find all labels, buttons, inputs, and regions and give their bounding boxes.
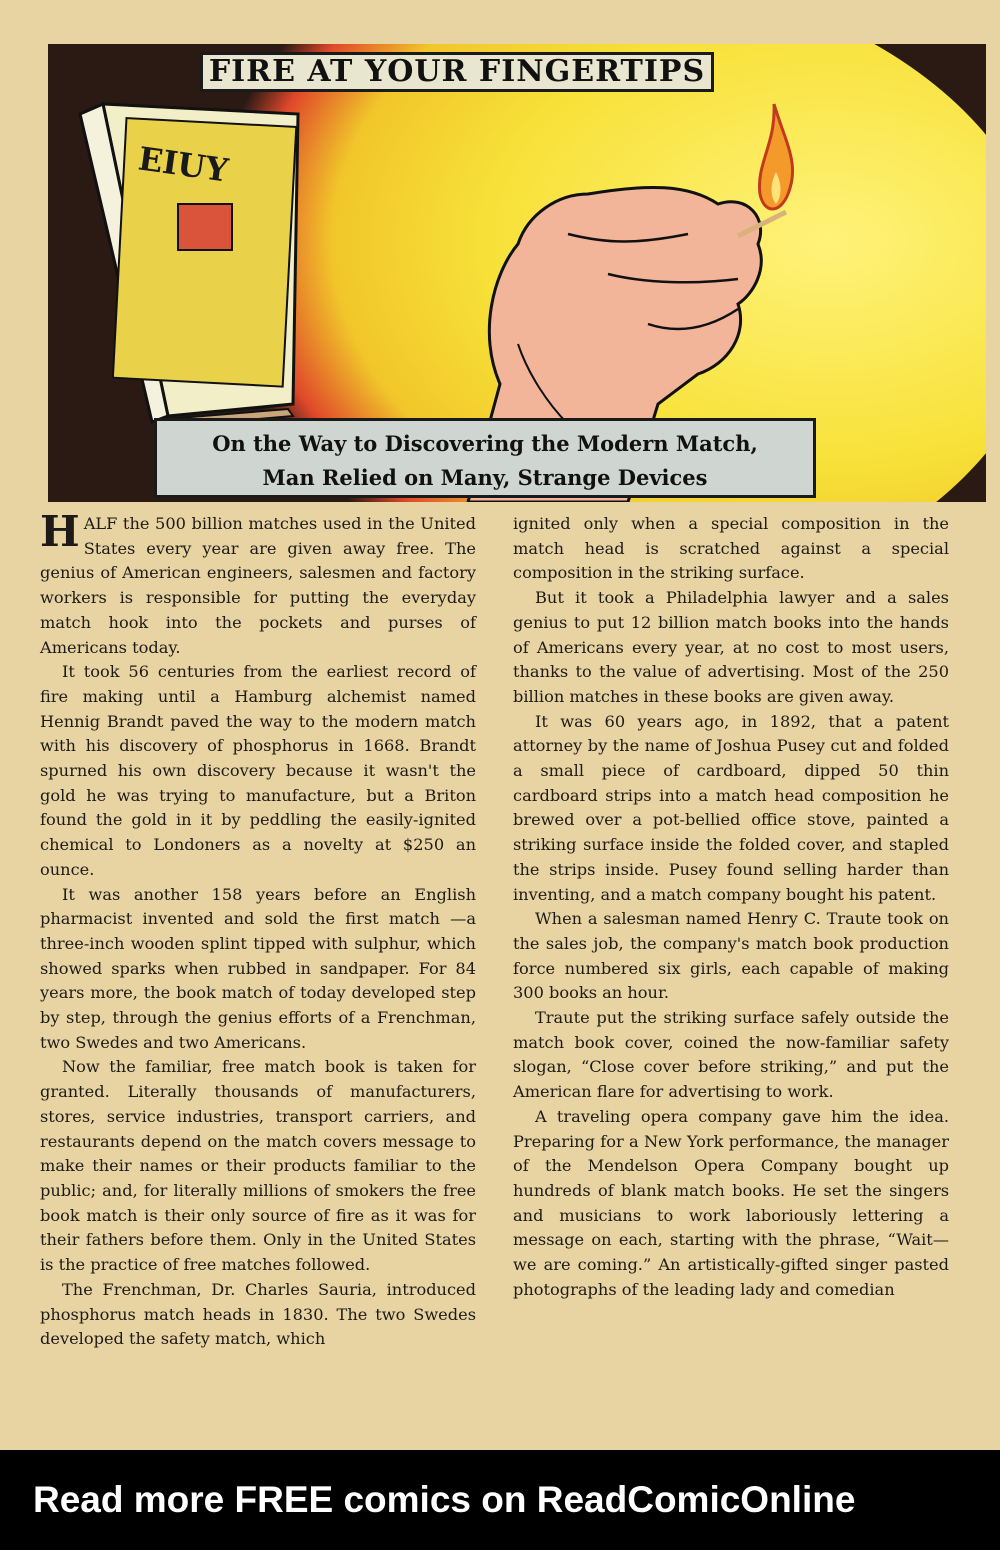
- article-paragraph: Now the familiar, free match book is taken for granted. Literally thousands of manufacturers, stores, service industries, transport carriers, and restaurants depend on the match covers message to make their names or their products familiar to the public; and, for literally millions of smokers the free book match is their only source of fire as it was for their fathers before them. Only in the United States is the practice of free matches followed.: [40, 1057, 476, 1275]
- panel-caption: [154, 418, 816, 498]
- article-paragraph: [40, 507, 476, 660]
- drop-cap: H: [40, 507, 80, 556]
- caption-line-2: Man Relied on Many, Strange Devices: [262, 465, 708, 490]
- article-paragraph: It was another 158 years before an English pharmacist invented and sold the first match —a three-inch wooden splint tipped with sulphur, which showed sparks when rubbed in sandpaper. For 84 years more, the book match of today developed step by step, through the genius efforts of a Frenchman, two Swedes and two Americans.: [40, 884, 476, 1052]
- article-paragraph: The Frenchman, Dr. Charles Sauria, introduced phosphorus match heads in 1830. The two Swedes developed the safety match, which: [40, 1279, 476, 1349]
- article-paragraph: Traute put the striking surface safely outside the match book cover, coined the now-familiar safety slogan, “Close cover before striking,” and put the American flare for advertising to work.: [513, 1008, 949, 1102]
- article-paragraph: It was 60 years ago, in 1892, that a patent attorney by the name of Joshua Pusey cut and folded a small piece of cardboard, dipped 50 thin cardboard strips into a match head composition he brewed over a pot-bellied office stove, painted a striking surface inside the folded cover, and stapled the strips inside. Pusey found selling harder than inventing, and a match company bought his patent.: [513, 711, 949, 904]
- matchbook-label: EIUY: [135, 139, 231, 190]
- article-paragraph: ignited only when a special composition in the match head is scratched against a special composition in the striking surface.: [513, 514, 949, 583]
- article-column-right: [513, 512, 949, 1303]
- footer-banner[interactable]: Read more FREE comics on ReadComicOnline: [0, 1450, 1000, 1550]
- article-column-left: [40, 507, 476, 1352]
- article-paragraph: A traveling opera company gave him the idea. Preparing for a New York performance, the manager of the Mendelson Opera Company bought up hundreds of blank match books. He set the singers and musicians to work laboriously lettering a message on each, starting with the phrase, “Wait—we are coming.” An artistically-gifted singer pasted photographs of the leading lady and comedian: [513, 1106, 949, 1299]
- article-paragraph: It took 56 centuries from the earliest record of fire making until a Hamburg alchemist named Hennig Brandt paved the way to the modern match with his discovery of phosphorus in 1668. Brandt spurned his own discovery because it wasn't the gold he was trying to manufacture, but a Briton found the gold in it by peddling the easily-ignited chemical to Londoners as a novelty at $250 an ounce.: [40, 662, 476, 879]
- article-paragraph: But it took a Philadelphia lawyer and a sales genius to put 12 billion match books into the hands of Americans every year, at no cost to most users, thanks to the value of advertising. Most of the 250 billion matches in these books are given away.: [513, 588, 949, 706]
- caption-line-1: On the Way to Discovering the Modern Match,: [212, 431, 758, 456]
- article-paragraph: When a salesman named Henry C. Traute took on the sales job, the company's match book production force numbered six girls, each capable of making 300 books an hour.: [513, 909, 949, 1003]
- panel-title: FIRE AT YOUR FINGERTIPS: [200, 52, 714, 92]
- illustration-panel: [48, 44, 986, 502]
- paragraph-text: ALF the 500 billion matches used in the United States every year are given away free. The genius of American engineers, salesmen and factory workers is responsible for putting the everyday match hook into the pockets and purses of Americans today.: [40, 514, 476, 657]
